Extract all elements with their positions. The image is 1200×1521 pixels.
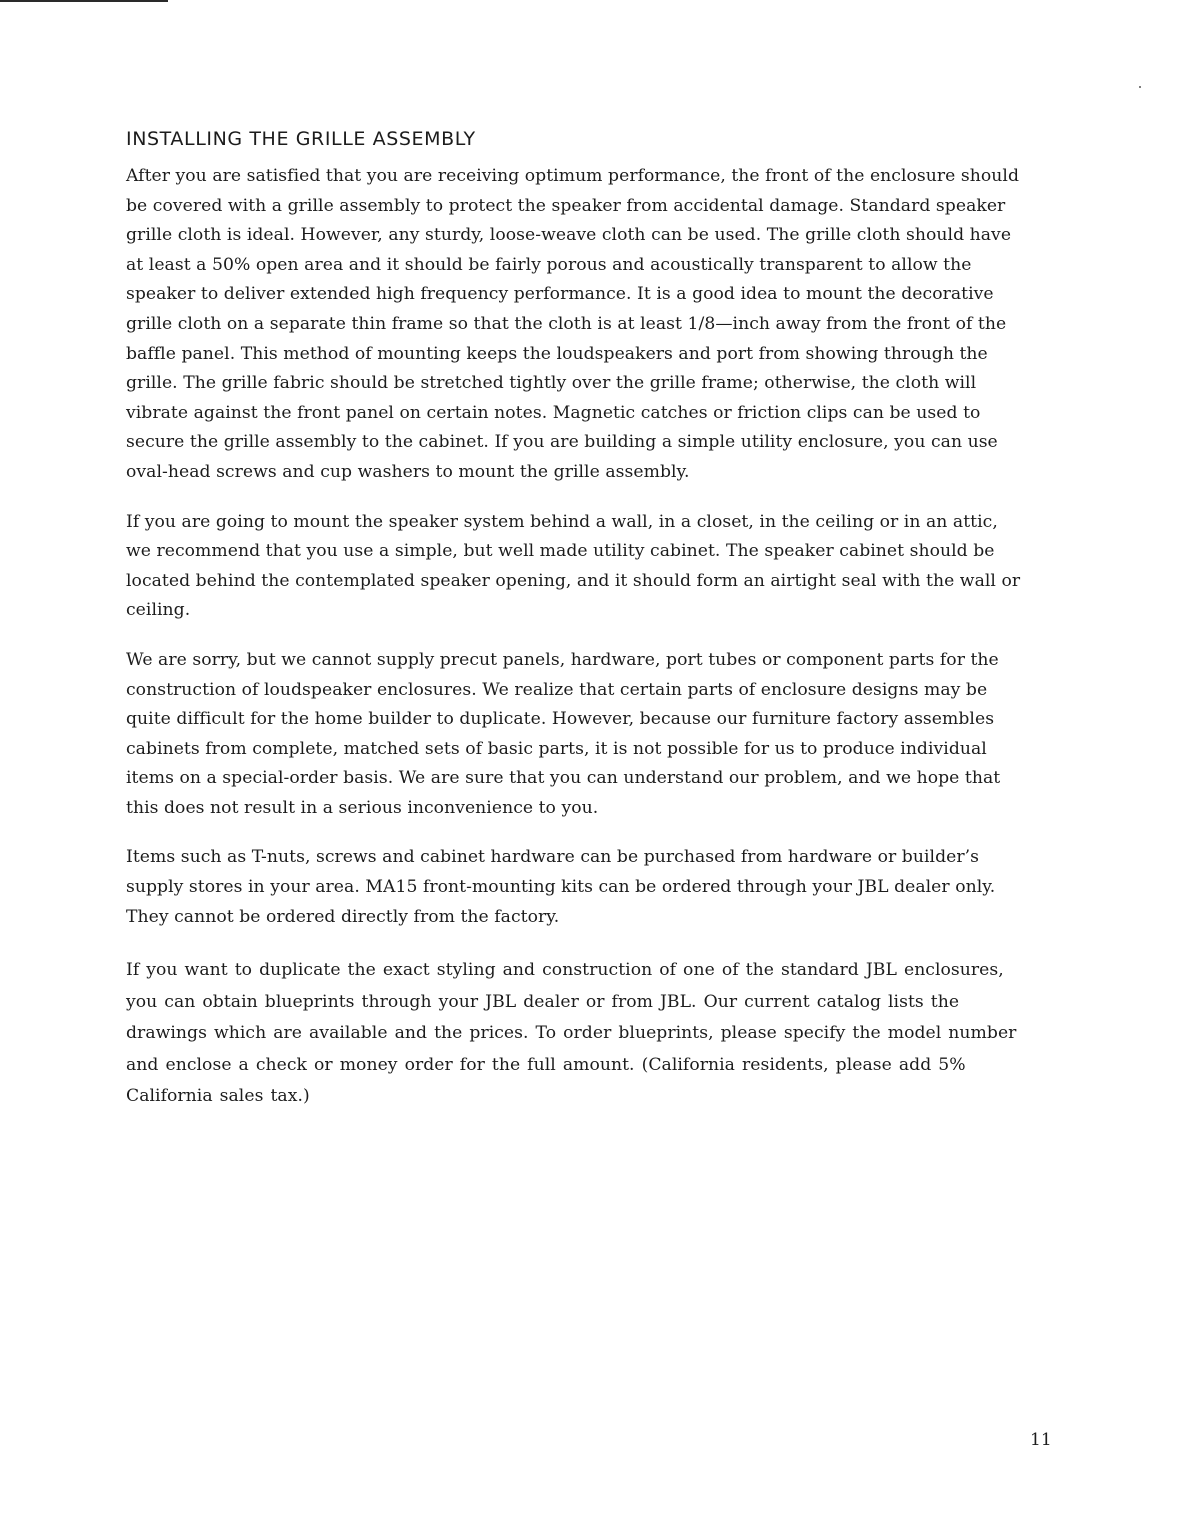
paragraph-blueprints: If you want to duplicate the exact styling and construction of one of the standard JBL enclosures, you can obtain blueprints through your JBL dealer or from JBL. Our current catalog lists the drawings which are available and the prices. To order blueprints, please specify the model number and enclose a check or money order for the full amount. (California residents, please add 5% California sales tax.) bbox=[126, 960, 1017, 1107]
section-heading: INSTALLING THE GRILLE ASSEMBLY bbox=[126, 128, 476, 150]
paragraph-parts-supply: We are sorry, but we cannot supply precut panels, hardware, port tubes or component parts for the construction of loudspeaker enclosures. We realize that certain parts of enclosure designs may be quite difficult for the home builder to duplicate. However, because our furniture factory assembles cabinets from complete, matched sets of basic parts, it is not possible for us to produce individual items on a special-order basis. We are sure that you can understand our problem, and we hope that this does not result in a serious inconvenience to you. bbox=[126, 649, 1001, 818]
page-number: 11 bbox=[1030, 1430, 1052, 1450]
paragraph-hardware-purchase: Items such as T-nuts, screws and cabinet hardware can be purchased from hardware or builder’s supply stores in your area. MA15 front-mounting kits can be ordered through your JBL dealer only. They cannot be ordered directly from the factory. bbox=[126, 847, 996, 927]
scan-speck bbox=[1139, 86, 1141, 88]
paragraph-wall-mounting: If you are going to mount the speaker system behind a wall, in a closet, in the ceiling or in an attic, we recommend that you use a simple, but well made utility cabinet. The speaker cabinet should be located behind the contemplated speaker opening, and it should form an airtight seal with the wall or ceiling. bbox=[126, 511, 1021, 621]
page-content bbox=[126, 124, 1026, 1113]
scan-edge-line bbox=[0, 0, 168, 2]
paragraph-grille-assembly: After you are satisfied that you are receiving optimum performance, the front of the enclosure should be covered with a grille assembly to protect the speaker from accidental damage. Standard speaker grille cloth is ideal. However, any sturdy, loose-weave cloth can be used. The grille cloth should have at least a 50% open area and it should be fairly porous and acoustically transparent to allow the speaker to deliver extended high frequency performance. It is a good idea to mount the decorative grille cloth on a separate thin frame so that the cloth is at least 1/8—inch away from the front of the baffle panel. This method of mounting keeps the loudspeakers and port from showing through the grille. The grille fabric should be stretched tightly over the grille frame; otherwise, the cloth will vibrate against the front panel on certain notes. Magnetic catches or friction clips can be used to secure the grille assembly to the cabinet. If you are building a simple utility enclosure, you can use oval-head screws and cup washers to mount the grille assembly. bbox=[126, 166, 1020, 482]
